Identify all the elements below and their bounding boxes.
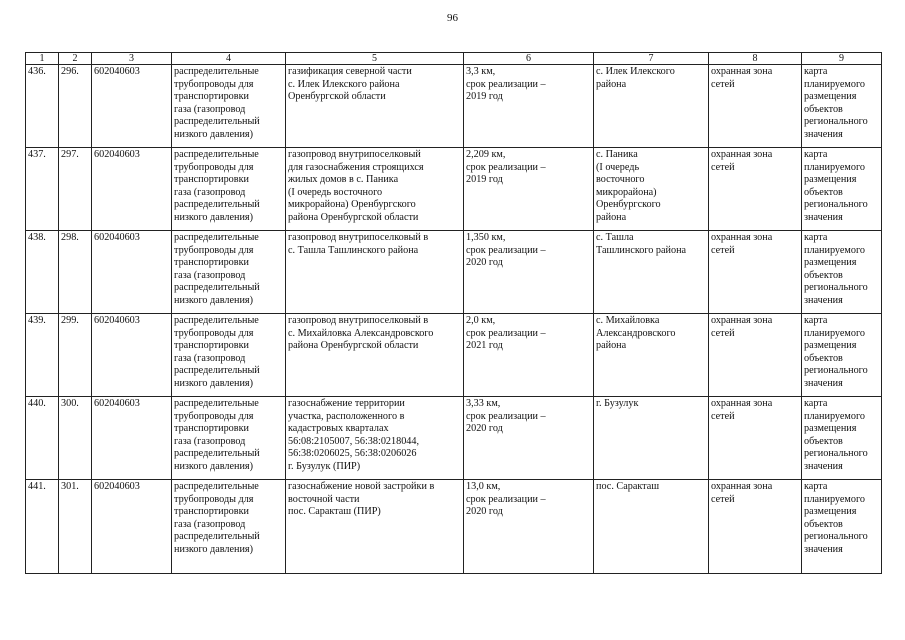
table-row [26,314,882,397]
object-location: с. Михайловка Александровского района [594,314,709,397]
object-parameters: 2,209 км, срок реализации – 2019 год [464,148,594,231]
column-header: 1 [26,53,59,65]
row-subnumber: 300. [59,397,92,480]
object-location: с. Ташла Ташлинского района [594,231,709,314]
object-parameters: 1,350 км, срок реализации – 2020 год [464,231,594,314]
page-number: 96 [447,12,458,24]
column-header: 7 [594,53,709,65]
table-row [26,480,882,574]
column-header: 2 [59,53,92,65]
object-parameters: 13,0 км, срок реализации – 2020 год [464,480,594,574]
row-subnumber: 298. [59,231,92,314]
row-number: 439. [26,314,59,397]
column-header: 4 [172,53,286,65]
row-subnumber: 301. [59,480,92,574]
row-number: 441. [26,480,59,574]
object-code: 602040603 [92,65,172,148]
row-subnumber: 296. [59,65,92,148]
table-row [26,397,882,480]
zone-type: охранная зона сетей [709,148,802,231]
row-subnumber: 297. [59,148,92,231]
header-row [26,53,882,65]
object-name: газопровод внутрипоселковый в с. Ташла Ташлинского района [286,231,464,314]
object-parameters: 3,3 км, срок реализации – 2019 год [464,65,594,148]
object-type: распределительные трубопроводы для транспортировки газа (газопровод распределительный низкого давления) [172,314,286,397]
table-row [26,65,882,148]
object-code: 602040603 [92,231,172,314]
zone-type: охранная зона сетей [709,314,802,397]
row-number: 436. [26,65,59,148]
object-code: 602040603 [92,480,172,574]
map-reference: карта планируемого размещения объектов регионального значения [802,148,882,231]
row-number: 440. [26,397,59,480]
zone-type: охранная зона сетей [709,231,802,314]
object-location: с. Илек Илекского района [594,65,709,148]
object-code: 602040603 [92,397,172,480]
map-reference: карта планируемого размещения объектов регионального значения [802,314,882,397]
object-type: распределительные трубопроводы для транспортировки газа (газопровод распределительный низкого давления) [172,231,286,314]
column-header: 8 [709,53,802,65]
column-header: 6 [464,53,594,65]
object-parameters: 2,0 км, срок реализации – 2021 год [464,314,594,397]
object-type: распределительные трубопроводы для транспортировки газа (газопровод распределительный низкого давления) [172,480,286,574]
object-code: 602040603 [92,148,172,231]
map-reference: карта планируемого размещения объектов регионального значения [802,65,882,148]
column-header: 9 [802,53,882,65]
map-reference: карта планируемого размещения объектов регионального значения [802,231,882,314]
object-type: распределительные трубопроводы для транспортировки газа (газопровод распределительный низкого давления) [172,148,286,231]
object-location: пос. Саракташ [594,480,709,574]
object-name: газопровод внутрипоселковый для газоснабжения строящихся жилых домов в с. Паника (I очередь восточного микрорайона) Оренбургского района Оренбургской области [286,148,464,231]
objects-table [25,52,882,574]
object-name: газопровод внутрипоселковый в с. Михайловка Александровского района Оренбургской области [286,314,464,397]
map-reference: карта планируемого размещения объектов регионального значения [802,397,882,480]
row-number: 437. [26,148,59,231]
table-row [26,148,882,231]
object-location: г. Бузулук [594,397,709,480]
object-location: с. Паника (I очередь восточного микрорайона) Оренбургского района [594,148,709,231]
object-code: 602040603 [92,314,172,397]
object-type: распределительные трубопроводы для транспортировки газа (газопровод распределительный низкого давления) [172,65,286,148]
zone-type: охранная зона сетей [709,480,802,574]
object-name: газификация северной части с. Илек Илекского района Оренбургской области [286,65,464,148]
row-number: 438. [26,231,59,314]
object-parameters: 3,33 км, срок реализации – 2020 год [464,397,594,480]
object-name: газоснабжение новой застройки в восточной части пос. Саракташ (ПИР) [286,480,464,574]
map-reference: карта планируемого размещения объектов регионального значения [802,480,882,574]
column-header: 5 [286,53,464,65]
zone-type: охранная зона сетей [709,65,802,148]
object-name: газоснабжение территории участка, расположенного в кадастровых кварталах 56:08:2105007, 56:38:0218044, 56:38:0206025, 56:38:0206026 г. Бузулук (ПИР) [286,397,464,480]
row-subnumber: 299. [59,314,92,397]
object-type: распределительные трубопроводы для транспортировки газа (газопровод распределительный низкого давления) [172,397,286,480]
table-row [26,231,882,314]
zone-type: охранная зона сетей [709,397,802,480]
column-header: 3 [92,53,172,65]
